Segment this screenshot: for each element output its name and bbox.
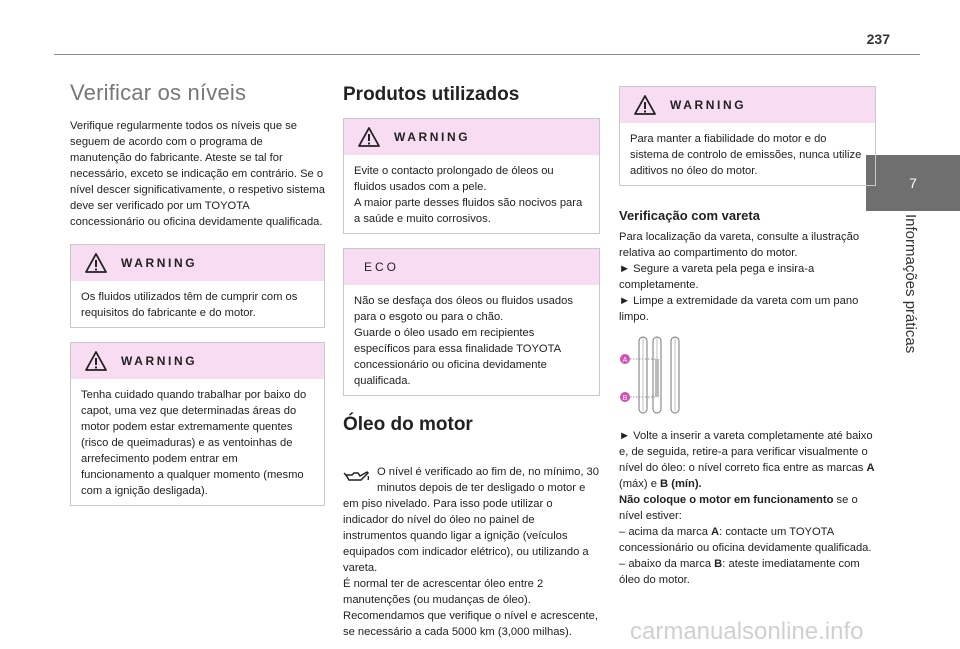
warning-triangle-icon <box>358 127 380 147</box>
oil-section <box>343 448 600 640</box>
column-2 <box>343 80 600 640</box>
mark-b: B <box>714 558 723 570</box>
mark-a-label: A <box>622 357 628 364</box>
warning-label: WARNING <box>121 256 198 270</box>
warning-label: WARNING <box>394 130 471 144</box>
warning-triangle-icon <box>85 253 107 273</box>
warning-header <box>71 343 324 379</box>
mark-a: A <box>866 462 875 474</box>
warning-box <box>70 342 325 506</box>
eco-box <box>343 248 600 396</box>
eco-header <box>344 249 599 285</box>
dash-item: – acima da marca <box>619 526 712 538</box>
warning-box <box>343 118 600 234</box>
warning-header <box>344 119 599 155</box>
dipstick-title: Verificação com vareta <box>619 208 760 223</box>
dash-item: : contacte um TOYOTA concessionário ou oficina devidamente qualificada. <box>619 526 872 554</box>
dip-bold-warning: Não coloque o motor em funcionamento <box>619 494 834 506</box>
warning-box <box>70 244 325 328</box>
warning-label: WARNING <box>121 354 198 368</box>
warning-box <box>619 86 876 186</box>
warning-text: Tenha cuidado quando trabalhar por baixo do capot, uma vez que determinadas áreas do motor podem estar extremamente quentes (risco de queimaduras) e as ventoinhas de arrefecimento podem entrar em funcionamento a qualquer momento (mesmo com a ignição desligada). <box>81 389 307 497</box>
warning-header <box>620 87 875 123</box>
column-3 <box>619 80 876 598</box>
chapter-tab[interactable]: 7 <box>866 155 960 211</box>
mark-b-label: B <box>622 395 628 402</box>
warning-text: Os fluidos utilizados têm de cumprir com os requisitos do fabricante e do motor. <box>81 291 298 319</box>
warning-text: Evite o contacto prolongado de óleos ou fluidos usados com a pele. A maior parte desses fluidos são nocivos para a saúde e muito corrosivos. <box>354 165 583 225</box>
dipstick-icon <box>619 335 699 415</box>
dip-text: ► Volte a inserir a vareta completamente até baixo e, de seguida, retire-a para verificar visualmente o nível do óleo: o nível correto fica entre as marcas <box>619 430 873 474</box>
oil-text <box>343 448 600 640</box>
dipstick-check-text <box>619 428 876 588</box>
oil-can-icon <box>343 466 371 486</box>
eco-label: ECO <box>364 260 400 274</box>
warning-triangle-icon <box>634 95 656 115</box>
mark-b: B (mín). <box>660 478 702 490</box>
dip-text: se o nível estiver: <box>619 494 858 522</box>
warning-triangle-icon <box>85 351 107 371</box>
column-1 <box>70 80 325 520</box>
warning-text: Para manter a fiabilidade do motor e do sistema de controlo de emissões, nunca utilize aditivos no óleo do motor. <box>630 133 862 177</box>
header-rule <box>54 54 920 55</box>
section-title: Produtos utilizados <box>343 84 520 105</box>
watermark: carmanualsonline.info <box>630 618 864 645</box>
oil-paragraph: O nível é verificado ao fim de, no mínimo, 30 minutos depois de ter desligado o motor e em piso nivelado. Para isso pode utilizar o indicador do nível do óleo no painel de instrumentos quando ligar a ignição (veículos equipados com indicador elétrico), ou utilizando a vareta. É normal ter de acrescentar óleo entre 2 manutenções (ou mudanças de óleo). Recomendamos que verifique o nível e acrescente, se necessário a cada 5000 km (3,000 milhas). <box>343 466 599 638</box>
dipstick-steps: Para localização da vareta, consulte a ilustração relativa ao compartimento do motor. ► Segure a vareta pela pega e insira-a completamente. ► Limpe a extremidade da vareta com um pano limpo. <box>619 231 860 323</box>
intro-text: Verifique regularmente todos os níveis que se seguem de acordo com o programa de manutenção do fabricante. Ateste se tal for necessário, exceto se indicação em contrário. Se o nível descer significativamente, o respetivo sistema deve ser verificado por um TOYOTA concessionário ou oficina devidamente qualificada. <box>70 120 325 228</box>
dash-item: – abaixo da marca <box>619 558 715 570</box>
section-title: Verificar os níveis <box>70 80 247 105</box>
mark-a: A <box>711 526 720 538</box>
dipstick-illustration <box>619 335 876 420</box>
warning-label: WARNING <box>670 98 747 112</box>
dip-text: (máx) e <box>619 478 661 490</box>
eco-text: Não se desfaça dos óleos ou fluidos usados para o esgoto ou para o chão. Guarde o óleo usado em recipientes específicos para essa finalidade TOYOTA concessionário ou oficina devidamente qualificada. <box>354 295 573 387</box>
dash-item: : ateste imediatamente com óleo do motor. <box>619 558 860 586</box>
chapter-title: Informações práticas <box>902 214 919 354</box>
oil-title: Óleo do motor <box>343 414 473 435</box>
warning-header <box>71 245 324 281</box>
page-number: 237 <box>866 31 890 47</box>
